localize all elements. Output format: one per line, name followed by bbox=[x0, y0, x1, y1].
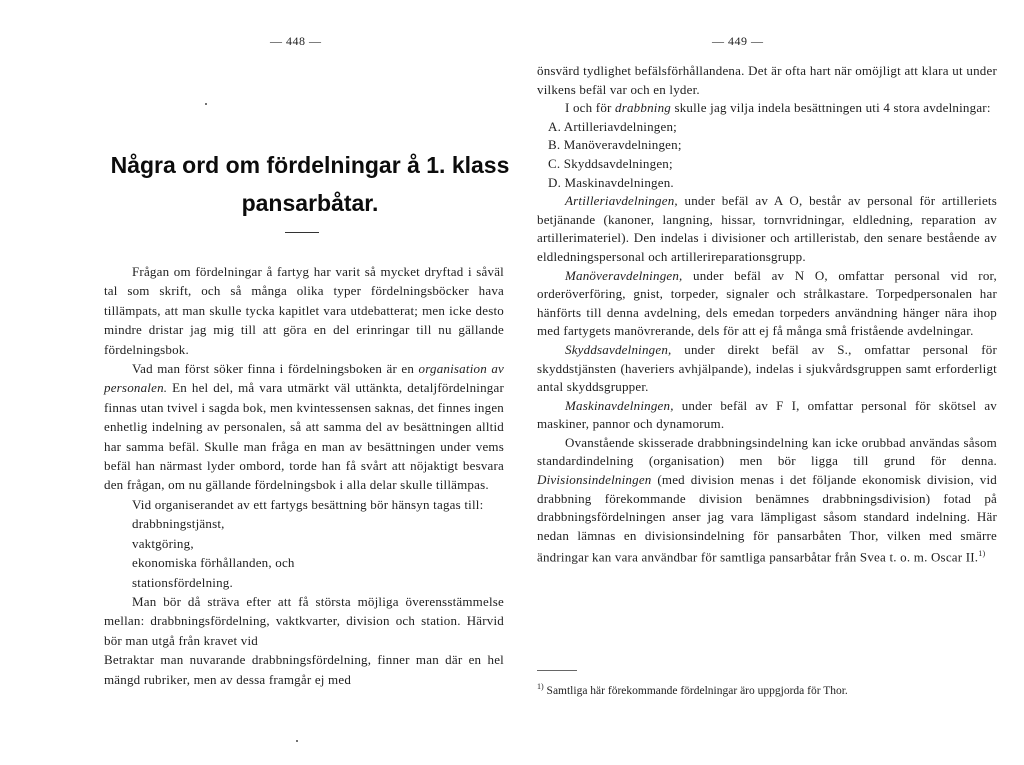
heading-divider bbox=[285, 232, 319, 233]
machinery-term: Maskinavdelningen, bbox=[565, 397, 674, 413]
heading-line-1: Några ord om fördelningar å 1. klass bbox=[110, 152, 510, 178]
artillery-text: under befäl av A O, består av personal för artilleriets betjänande (kanoner, langning, hissar, tornvridningar, eldledning, reparation av artillerimateriel). Den indelas i divisioner och artilleristab, den senare bestående av eldledningspersonal och artillerireparationsgrupp. bbox=[537, 193, 998, 264]
maneuver-term: Manöveravdelningen, bbox=[565, 267, 683, 283]
standard-lead: Ovanstående skisserade drabbningsindelning kan icke orubbad användas såsom standardindelning (organisation) men bör ligga till grund för denna. bbox=[537, 434, 997, 469]
page-number-right: — 449 — bbox=[712, 34, 764, 48]
paragraph-2-italic: organisation av personalen. bbox=[104, 361, 505, 396]
division-term: Divisionsindelningen bbox=[537, 472, 652, 488]
paragraph-maneuver bbox=[537, 267, 997, 341]
list-item: ekonomiska förhållanden, och bbox=[132, 555, 295, 571]
list-item: B. Manöveravdelningen; bbox=[548, 137, 682, 153]
paragraph-protection bbox=[537, 341, 997, 397]
protection-text: under direkt befäl av S., omfattar personal för skyddstjänsten (haveriers avhjälpande), indelas i sjukvårdsgruppen samt erforderligt antal skyddsgrupper. bbox=[537, 341, 997, 395]
list-item: vaktgöring, bbox=[132, 535, 194, 551]
paragraph-2-rest: En hel del, må vara utmärkt väl uttänkta, detaljfördelningar finnas utan tvivel i sagda bok, men kvintessensen saknas, det finnes ingen enhetlig indelning av personalen, så att samma del av besättningen alltid har samma befäl. Skulle man fråga en man av besättningen under vems befäl han närmast lyder ombord, torde han få svårt att nöjaktigt besvara den frågan, om nu gällande fördelningsbok i alla delar skulle tillämpas. bbox=[104, 380, 504, 493]
paragraph-5: Betraktar man nuvarande drabbningsfördelning, finner man där en hel mängd rubriker, men av dessa framgår ej med bbox=[104, 652, 504, 687]
division-list bbox=[537, 118, 997, 192]
standard-rest: (med division menas i det följande ekonomisk division, vid drabbning förekommande division benämnes drabbningsdivision) fotad på drabbningsfördelningen anser jag vara lämpligast såsom standard indelning. Här nedan lämnas en divisionsindelning för pansarbåten Thor, vilken med smärre ändringar kan vara användbar för samtliga pansarbåtar från Svea t. o. m. Oscar II. bbox=[537, 472, 998, 565]
right-page bbox=[512, 0, 1024, 765]
list-item: D. Maskinavdelningen. bbox=[548, 174, 674, 190]
footnote bbox=[537, 680, 997, 698]
footnote-text: Samtliga här förekommande fördelningar äro uppgjorda för Thor. bbox=[546, 684, 848, 697]
ink-speck bbox=[296, 740, 298, 742]
paragraph-r2-rest: skulle jag vilja indela besättningen uti 4 stora avdelningar: bbox=[674, 100, 991, 116]
paragraph-2 bbox=[104, 359, 504, 495]
article-heading bbox=[110, 146, 510, 222]
paragraph-3: Vid organiserandet av ett fartygs besättning bör hänsyn tagas till: bbox=[132, 496, 484, 512]
right-body-text bbox=[537, 62, 997, 567]
heading-line-2: pansarbåtar. bbox=[241, 190, 379, 216]
paragraph-artillery bbox=[537, 192, 997, 266]
paragraph-r2-italic: drabbning bbox=[615, 100, 671, 116]
paragraph-machinery bbox=[537, 397, 997, 434]
paragraph-r1: önsvärd tydlighet befälsförhållandena. Det är ofta hart när omöjligt att klara ut under vilkens befäl var och en lyder. bbox=[537, 63, 997, 97]
left-body-text bbox=[104, 262, 504, 689]
paragraph-4: Man bör då sträva efter att få största möjliga överensstämmelse mellan: drabbningsfördelning, vaktkvarter, division och station. Härvid bör man utgå från kravet vid bbox=[104, 593, 504, 648]
page-number-left: — 448 — bbox=[270, 34, 322, 48]
ink-speck bbox=[205, 103, 207, 105]
list-item: A. Artilleriavdelningen; bbox=[548, 118, 677, 134]
footnote-mark: 1) bbox=[537, 682, 544, 691]
paragraph-2-lead: Vad man först söker finna i fördelningsboken är en bbox=[132, 361, 415, 377]
paragraph-standard bbox=[537, 434, 997, 567]
list-item: drabbningstjänst, bbox=[132, 516, 225, 532]
footnote-reference: 1) bbox=[978, 549, 986, 559]
protection-term: Skyddsavdelningen, bbox=[565, 341, 672, 357]
paragraph-1: Frågan om fördelningar å fartyg har varit så mycket dryftad i såväl tal som skrift, och så många olika typer fördelningsböcker hava tillämpats, att man skulle tycka kapitlet vara utdebatterat; men icke desto mindre dristar jag mig till att göra en del erinringar till nu gällande fördelningsbok. bbox=[104, 264, 504, 357]
consideration-list bbox=[104, 514, 504, 592]
paragraph-r2-lead: I och för bbox=[565, 100, 612, 116]
list-item: stationsfördelning. bbox=[132, 574, 233, 590]
list-item: C. Skyddsavdelningen; bbox=[548, 155, 673, 171]
artillery-term: Artilleriavdelningen, bbox=[565, 193, 678, 209]
maneuver-text: under befäl av N O, omfattar personal vid ror, orderöverföring, gnist, torpeder, signaler och strålkastare. Torpedpersonalen har hänförts till denna avdelning, dels emedan torpeders användning hänger nära ihop med fartygets manövrerande, dels för att ej få många små fristående avdelningar. bbox=[537, 267, 997, 339]
paragraph-r2 bbox=[537, 99, 997, 118]
footnote-divider bbox=[537, 670, 577, 671]
machinery-text: under befäl av F I, omfattar personal för skötsel av maskiner, pannor och dynamorum. bbox=[537, 397, 997, 432]
